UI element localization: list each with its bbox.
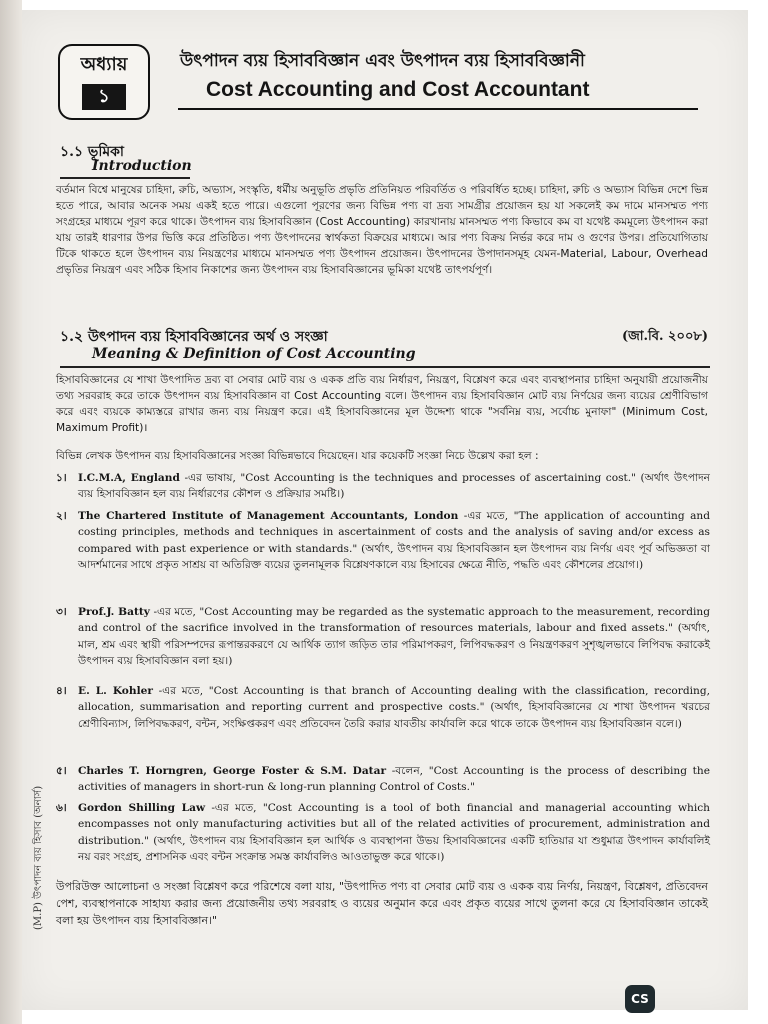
chapter-box: [58, 44, 150, 120]
definition-item: [56, 800, 710, 866]
section-1-number: ১.১: [60, 144, 84, 160]
definition-author: Prof.J. Batty: [78, 606, 150, 618]
exam-reference: (জা.বি. ২০০৮): [621, 329, 708, 344]
section-1-title-english: Introduction: [92, 158, 192, 174]
introduction-paragraph: বর্তমান বিশ্বে মানুষের চাহিদা, রুচি, অভ্যাস, সংস্কৃতি, ধর্মীয় অনুভূতি প্রভৃতি প্রতিনিয়ত পরিবর্তিত ও পরিবর্ধিত হচ্ছে। চাহিদা, রুচি ও অভ্যাস বিভিন্ন দেশে ভিন্ন হতে পারে, আবার অনেক সময় একই হতে পারে। এগুলো পূরণের জন্য বিভিন্ন পণ্য বা দ্রব্য সামগ্রীর প্রয়োজন হয় যা সকলেই কম দামে মানসম্মত পণ্য সংগ্রহের মাধ্যমে পূরণ করে থাকে। উৎপাদন ব্যয় হিসাববিজ্ঞান (Cost Accounting) কারখানায় মানসম্মত পণ্য কিভাবে কম বা যথেষ্ট কমমূল্যে উৎপাদন করা যায় তারই ধারণার উপর ভিত্তি করে প্রতিষ্ঠিত। পণ্য উৎপাদনের স্বার্থকতা বিক্রয়ের মাধ্যমে। আর পণ্য বিক্রয় নির্ভর করে দাম ও গুণের উপর। প্রতিযোগিতায় টিকে থাকতে হলে উৎপাদন ব্যয় নিয়ন্ত্রণের মাধ্যমে মানসম্মত পণ্য উৎপাদন প্রয়োজন। উৎপাদনের উপাদানসমূহ যেমন-Material, Labour, Overhead প্রভৃতির নিয়ন্ত্রণ এবং সঠিক হিসাব নিকাশের জন্য উৎপাদন ব্যয় হিসাববিজ্ঞানের ভূমিকা যথেষ্ট তাৎপর্যপূর্ণ।: [56, 184, 708, 276]
section-2-rule: [60, 366, 710, 368]
definition-number: ৪।: [56, 685, 67, 697]
definition-author: The Chartered Institute of Management Accountants, London: [78, 510, 459, 522]
section-1-title-bangla: ভূমিকা: [87, 144, 124, 160]
definition-number: ৬।: [56, 802, 67, 814]
definition-author: Gordon Shilling Law: [78, 802, 206, 814]
definition-text: -এর মতে, "The application of accounting and costing principles, methods and techniques in ascertainment of costs and the analysis of saving and/or excess as compared with past experience or with standards." (অর্থাৎ, উৎপাদন ব্যয় হিসাববিজ্ঞান হল উৎপাদন ব্যয় নির্ণয় এবং পূর্ব অভিজ্ঞতা বা আদর্শমানের সাথে প্রকৃত সাশ্রয় বা অতিরিক্ত ব্যয়ের তুলনামূলক বিশ্লেষণকালে ব্যয় হিসাবের ক্ষেত্রে নীতি, পদ্ধতি এবং কৌশলের প্রয়োগ।): [78, 510, 710, 572]
definition-item: [56, 508, 710, 574]
section-2-title-bangla: উৎপাদন ব্যয় হিসাববিজ্ঞানের অর্থ ও সংজ্ঞা: [87, 329, 328, 345]
chapter-number: ১: [82, 84, 126, 110]
definition-item: [56, 604, 710, 670]
definition-text: -এর ভাষায়, "Cost Accounting is the techniques and processes of ascertaining cost." (অর্থাৎ উৎপাদন ব্যয় হিসাববিজ্ঞান হল ব্যয় নির্ধারণের কৌশল ও প্রক্রিয়ার সমষ্টি।): [78, 472, 711, 501]
chapter-label: অধ্যায়: [80, 54, 128, 75]
definition-text: -বলেন, "Cost Accounting is the process of describing the activities of managers in short-run & long-run planning Control of Costs.": [78, 765, 710, 794]
definition-author: I.C.M.A, England: [78, 472, 180, 484]
chapter-title-bangla: উৎপাদন ব্যয় হিসাববিজ্ঞান এবং উৎপাদন ব্যয় হিসাববিজ্ঞানী: [180, 51, 585, 71]
definition-text: -এর মতে, "Cost Accounting is a tool of both financial and managerial accounting which encompasses not only manufacturing activities but all of the related activities of procurement, administration and distribution." (অর্থাৎ, উৎপাদন ব্যয় হিসাববিজ্ঞান হল আর্থিক ও ব্যবস্থাপনা উভয় হিসাববিজ্ঞানের একটি হাতিয়ার যা শুধুমাত্র উৎপাদন কার্যাবলিই নয় বরং সংগ্রহ, প্রশাসনিক এবং বন্টন সংক্রান্ত সমস্ত কার্যাবলিও আওতাভুক্ত করে থাকে।): [78, 802, 710, 864]
definition-intro-paragraph: হিসাববিজ্ঞানের যে শাখা উৎপাদিত দ্রব্য বা সেবার মোট ব্যয় ও একক প্রতি ব্যয় নির্ধারণ, নিয়ন্ত্রণ, বিশ্লেষণ করে এবং ব্যবস্থাপনার চাহিদা অনুযায়ী প্রয়োজনীয় তথ্য সরবরাহ করে তাকে উৎপাদন ব্যয় হিসাববিজ্ঞান বা Cost Accounting বলে। উৎপাদন ব্যয় হিসাববিজ্ঞান মোট ব্যয় নির্ণয়ের জন্য ব্যয়ের শ্রেণীবিভাগ করে এবং ব্যয়কে কাম্যস্তরে রাখার জন্য ব্যয় নিয়ন্ত্রণ করে। এই হিসাববিজ্ঞানের মূল উদ্দেশ্য থাকে "সর্বনিম্ন ব্যয়, সর্বোচ্চ মুনাফা" (Minimum Cost, Maximum Profit)।: [56, 374, 708, 434]
definition-text: -এর মতে, "Cost Accounting is that branch of Accounting dealing with the classification, recording, allocation, summarisation and reporting current and prospective costs." (অর্থাৎ, হিসাববিজ্ঞানের যে শাখা উৎপাদন খরচের শ্রেণীবিন্যাস, লিপিবদ্ধকরণ, বন্টন, সংক্ষিপ্তকরণ এবং প্রতিবেদন তৈরি করার যাবতীয় কার্যাবলি করে থাকে তাকে উৎপাদন ব্যয় হিসাববিজ্ঞান বলে।): [78, 685, 710, 730]
definition-text: -এর মতে, "Cost Accounting may be regarded as the systematic approach to the measurement, recording and control of the sacrifice involved in the transformation of resources materials, labour and fixed assets." (অর্থাৎ, মাল, শ্রম এবং স্থায়ী পরিসম্পদের রূপান্তরকরণে যে আর্থিক ত্যাগ জড়িত তার পরিমাপকরণ, লিপিবদ্ধকরণ ও নিয়ন্ত্রণকরণ সুশৃঙ্খলভাবে লিপিবদ্ধ করাকেই উৎপাদন ব্যয় হিসাববিজ্ঞান বলা হয়।): [78, 606, 711, 668]
conclusion-paragraph: উপরিউক্ত আলোচনা ও সংজ্ঞা বিশ্লেষণ করে পরিশেষে বলা যায়, "উৎপাদিত পণ্য বা সেবার মোট ব্যয় ও একক ব্যয় নির্ণয়, নিয়ন্ত্রণ, বিশ্লেষণ, প্রতিবেদন পেশ, ব্যবস্থাপনাকে সাহায্য করার জন্য প্রয়োজনীয় তথ্য সরবরাহ ও ব্যয়ের অনুমান করে এবং প্রকৃত ব্যয়ের সাথে তুলনা করে যে হিসাববিজ্ঞান তাকেই বলা হয় উৎপাদন ব্যয় হিসাববিজ্ঞান।": [56, 880, 708, 927]
definition-lead-line: বিভিন্ন লেখক উৎপাদন ব্যয় হিসাববিজ্ঞানের সংজ্ঞা বিভিন্নভাবে দিয়েছেন। যার কয়েকটি সংজ্ঞা নিচে উল্লেখ করা হল :: [56, 450, 539, 462]
definition-number: ৩।: [56, 606, 67, 618]
definition-author: Charles T. Horngren, George Foster & S.M. Datar: [78, 765, 387, 777]
section-2-number: ১.২: [60, 329, 84, 345]
margin-note: (M.P) উৎপাদন ব্যয় হিসাব (অনার্স): [33, 785, 44, 930]
chapter-title-english: Cost Accounting and Cost Accountant: [206, 78, 590, 101]
definition-author: E. L. Kohler: [78, 685, 153, 697]
book-spine-shadow: [0, 0, 22, 1024]
definition-item: [56, 470, 710, 503]
definition-number: ৫।: [56, 765, 67, 777]
chapter-header: [58, 44, 708, 120]
definition-number: ১।: [56, 472, 67, 484]
definition-item: [56, 683, 710, 732]
definition-number: ২।: [56, 510, 67, 522]
camscanner-badge: CS: [625, 985, 655, 1013]
section-2-title-english: Meaning & Definition of Cost Accounting: [92, 346, 416, 362]
section-1-rule: [60, 177, 190, 179]
chapter-title-rule: [178, 108, 698, 110]
definition-item: [56, 763, 710, 796]
